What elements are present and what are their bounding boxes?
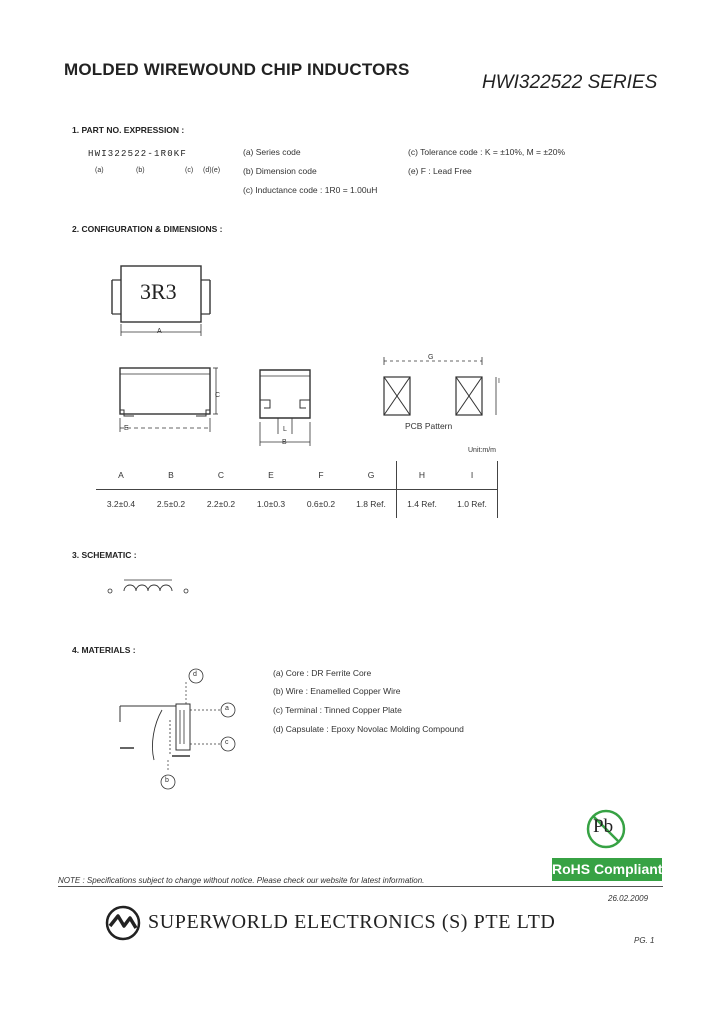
desc-dimension-code: (b) Dimension code <box>243 166 317 176</box>
value-cell: 3.2±0.4 <box>106 499 136 509</box>
header-cell: I <box>447 461 498 490</box>
desc-tolerance-code: (c) Tolerance code : K = ±10%, M = ±20% <box>408 147 566 157</box>
part-letter-b: (b) <box>136 167 145 174</box>
value-cell: 1.8 Ref. <box>356 499 386 509</box>
marking-code: 3R3 <box>140 279 177 304</box>
header-cell: F <box>296 461 346 490</box>
value-cell: 1.0 Ref. <box>447 490 498 519</box>
callout-c: c <box>225 739 229 746</box>
material-core: (a) Core : DR Ferrite Core <box>273 668 372 678</box>
side-view-drawing <box>250 360 320 450</box>
header-cell: G <box>346 461 397 490</box>
unit-label: Unit:m/m <box>468 447 496 454</box>
section-materials-heading: 4. MATERIALS : <box>72 645 136 655</box>
series-name: HWI322522 SERIES <box>482 72 658 93</box>
section-config-heading: 2. CONFIGURATION & DIMENSIONS : <box>72 224 223 234</box>
callout-d: d <box>193 671 197 678</box>
section-schematic-heading: 3. SCHEMATIC : <box>72 550 137 560</box>
header-cell: C <box>196 461 246 490</box>
dimensions-value-row <box>96 490 498 519</box>
dim-label-b: B <box>282 439 287 446</box>
material-capsulate: (d) Capsulate : Epoxy Novolac Molding Compound <box>273 724 464 734</box>
material-wire: (b) Wire : Enamelled Copper Wire <box>273 686 401 696</box>
header-cell: B <box>146 461 196 490</box>
page-title: MOLDED WIREWOUND CHIP INDUCTORS <box>64 60 410 79</box>
value-cell: 2.5±0.2 <box>156 499 186 509</box>
part-letter-c: (c) <box>185 167 194 174</box>
part-letter-a: (a) <box>95 167 104 174</box>
callout-a: a <box>225 705 229 712</box>
document-date: 26.02.2009 <box>608 894 649 903</box>
dim-label-c: C <box>215 392 221 399</box>
part-letter-de: (d)(e) <box>203 167 221 174</box>
value-cell: 1.4 Ref. <box>397 490 448 519</box>
part-number-code: HWI322522-1R0KF <box>88 149 188 159</box>
page-number: PG. 1 <box>634 936 655 945</box>
materials-cross-section <box>110 664 250 794</box>
company-logo-icon <box>104 904 142 942</box>
callout-b: b <box>165 777 169 784</box>
header-cell: A <box>96 461 146 490</box>
rohs-compliant-badge: RoHS Compliant <box>552 858 662 881</box>
front-view-drawing <box>112 360 222 435</box>
dimensions-header-row <box>96 461 498 490</box>
header-cell: H <box>397 461 448 490</box>
pcb-pattern-label: PCB Pattern <box>405 421 453 431</box>
desc-lead-free: (e) F : Lead Free <box>408 166 472 176</box>
dim-label-a: A <box>157 328 162 335</box>
section-part-no-heading: 1. PART NO. EXPRESSION : <box>72 125 185 135</box>
pcb-pattern-drawing <box>376 355 506 425</box>
header-cell: E <box>246 461 296 490</box>
desc-series-code: (a) Series code <box>243 147 301 157</box>
inductor-schematic <box>100 576 195 600</box>
value-cell: 2.2±0.2 <box>206 499 236 509</box>
dim-label-g: G <box>428 354 434 361</box>
value-cell: 1.0±0.3 <box>256 499 286 509</box>
footer-note: NOTE : Specifications subject to change without notice. Please check our website for latest information. <box>58 876 425 885</box>
dimensions-table <box>96 461 498 518</box>
value-cell: 0.6±0.2 <box>306 499 336 509</box>
footer-divider <box>58 886 663 887</box>
dim-label-e-front: E <box>124 425 129 432</box>
dim-label-i: I <box>498 378 500 385</box>
dim-label-l: L <box>283 426 287 433</box>
company-name: SUPERWORLD ELECTRONICS (S) PTE LTD <box>148 911 556 933</box>
pb-symbol: Pb <box>593 816 614 837</box>
desc-inductance-code: (c) Inductance code : 1R0 = 1.00uH <box>243 185 378 195</box>
material-terminal: (c) Terminal : Tinned Copper Plate <box>273 705 402 715</box>
